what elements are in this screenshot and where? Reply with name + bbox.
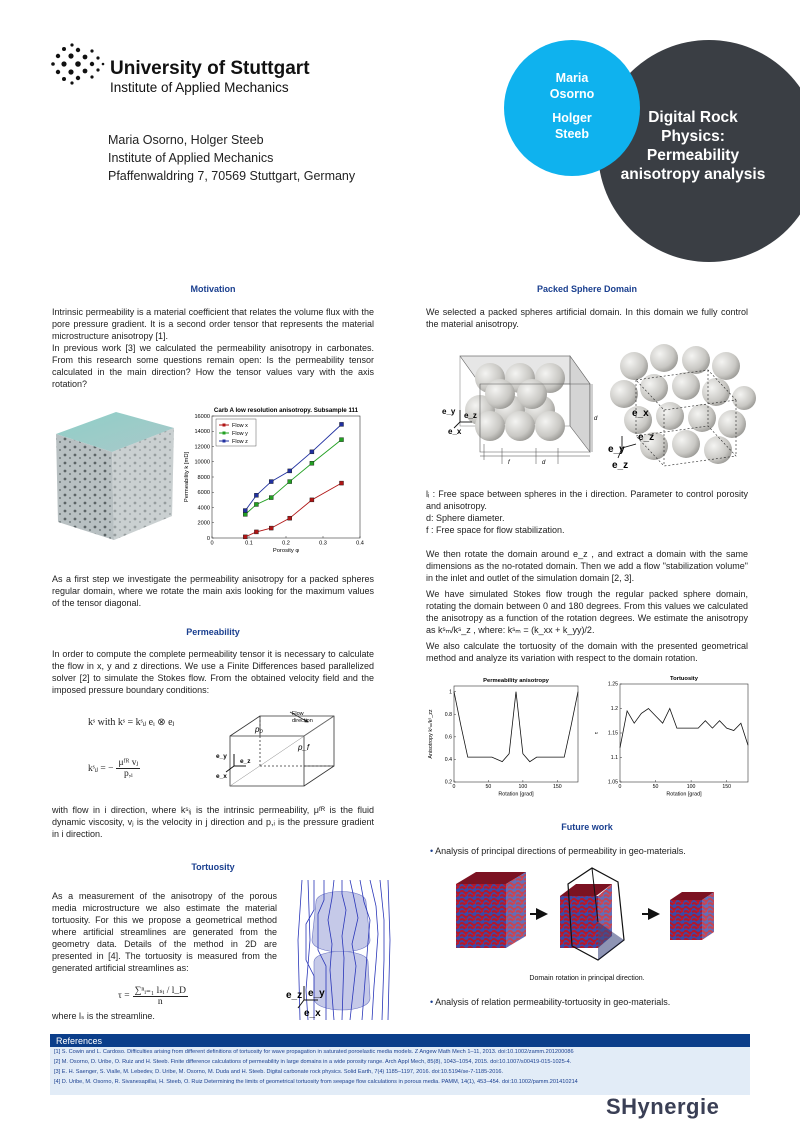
institute-line: Institute of Applied Mechanics xyxy=(108,151,274,165)
legend-line: lᵢ : Free space between spheres in the i direction. Parameter to control porosity and anisotropy. xyxy=(426,489,748,511)
p0-label: p₀ xyxy=(255,725,263,734)
y-tick-label: 1.1 xyxy=(610,755,618,762)
legend-line: d: Sphere diameter. xyxy=(426,513,505,523)
packed-text: We selected a packed spheres artificial domain. In this domain we fully control the material anisotropy. xyxy=(426,307,748,329)
tortuosity-text: As a measurement of the anisotropy of the porous media microstructure we also estimate the material tortuosity. For this we propose a geometrical method where artificial streamlines are generated from the geometry data. Details of the method in 2D are presented in [4]. The tortuosity is measured from the generated artificial streamlines as: xyxy=(52,891,277,973)
ex-label: e_x xyxy=(448,427,462,436)
y-tick-label: 0.2 xyxy=(444,779,452,786)
streamlines-figure xyxy=(284,880,404,1020)
tortuosity-equation xyxy=(118,985,188,1007)
title-line: Permeability xyxy=(646,147,740,164)
legend-marker xyxy=(223,424,226,427)
y-tick-label: 0 xyxy=(206,535,210,542)
data-point xyxy=(310,498,314,502)
data-point xyxy=(254,502,258,506)
legend-line: f : Free space for flow stabilization. xyxy=(426,525,565,535)
y-tick-label: 1.05 xyxy=(607,779,618,786)
section-title-packed-sphere: Packed Sphere Domain xyxy=(536,284,638,294)
y-tick-label: 8000 xyxy=(197,474,210,481)
x-tick-label: 100 xyxy=(518,784,528,791)
author-block xyxy=(108,131,355,185)
x-tick-label: 0.4 xyxy=(356,540,364,547)
y-tick-label: 0.4 xyxy=(444,757,452,764)
data-point xyxy=(254,530,258,534)
paragraph: We then rotate the domain around e_z , and extract a domain with the same dimensions as the no-rotated domain. Then we add a flow "stabilization volume" in the inlet and outlet of the simulation domain [2, 3]. xyxy=(426,549,748,583)
ey-label: e_y xyxy=(608,444,625,455)
y-tick-label: 2000 xyxy=(197,520,210,527)
pf-label: p_f xyxy=(298,743,310,752)
y-tick-label: 1.25 xyxy=(607,681,618,688)
equation-numerator: ∑ⁿᵢ₌₁ lₛᵢ / l_D xyxy=(134,986,186,996)
shynergie-logo: SHynergie xyxy=(606,1094,720,1119)
packed-legend xyxy=(426,488,748,536)
references-box xyxy=(50,1047,750,1095)
motivation-text-2: As a first step we investigate the permeability anisotropy for a packed spheres regular domain, where we rotate the main axis looking for the maximum values of the tensor diagonal. xyxy=(52,574,374,608)
x-axis-label: Porosity φ xyxy=(272,548,300,555)
anisotropy-chart xyxy=(424,676,586,802)
paragraph: We have simulated Stokes flow trough the regular packed sphere domain, rotating the domain between 0 and 180 degrees. From this values we calculated the anisotropy as a function of the rotation degrees. We estimate the anisotropy as kˢₘ/kˢ_z , where: kˢₘ = (k_xx + k_yy)/2. xyxy=(426,589,748,635)
y-tick-label: 1.2 xyxy=(610,706,618,713)
reference-item: [1] S. Cowin and L. Cardoso. Difficulties arising from different definitions of tortuosity for wave propagation in saturated poroelastic media models. Z Angew Math Mech 1–11, 2013. doi:10.1002/zamm.201200086 xyxy=(54,1049,574,1055)
title-line: anisotropy analysis xyxy=(620,166,766,183)
future-item-1: • Analysis of principal directions of permeability in geo-materials. xyxy=(430,846,686,856)
plot-frame xyxy=(454,686,578,782)
paragraph: In previous work [3] we calculated the permeability anisotropy in carbonates. From this research some questions remain open: Is the permeability tensor calculated in the main direction? How the tensor values vary with the axis rotation? xyxy=(52,343,374,389)
data-point xyxy=(243,535,247,539)
data-point xyxy=(269,496,273,500)
references-heading: References xyxy=(50,1034,750,1048)
data-point xyxy=(310,450,314,454)
y-axis-label: Permeability k [mD] xyxy=(184,451,190,503)
legend-marker xyxy=(223,432,226,435)
legend-label: Flow x xyxy=(232,423,248,429)
reference-item: [3] E. H. Saenger, S. Vialle, M. Lebedev, D. Uribe, M. Osorno, M. Duda and H. Steeb. Digital carbonate rock physics. Solid Earth, 7(4) 1185–1197, 2016. doi:10.5194/se-7-1185-2016. xyxy=(54,1069,504,1075)
ez-label: e_z xyxy=(612,460,629,471)
x-tick-label: 50 xyxy=(485,784,492,791)
figure-caption: Domain rotation in principal direction. xyxy=(529,975,645,982)
x-tick-label: 0.1 xyxy=(245,540,253,547)
d-label: d xyxy=(594,416,598,422)
section-title-permeability: Permeability xyxy=(186,627,240,637)
chart-title: Tortuosity xyxy=(670,676,698,682)
equation-lhs: τ = xyxy=(118,991,130,1001)
ez-label: e_z xyxy=(464,411,477,420)
data-point xyxy=(254,493,258,497)
legend-label: Flow y xyxy=(232,431,248,437)
section-title-motivation: Motivation xyxy=(190,284,236,294)
author-first: Holger xyxy=(552,111,592,125)
y-tick-label: 12000 xyxy=(194,444,210,451)
ez-label: e_z xyxy=(286,990,303,1001)
permeability-equation-1: kˢ with kˢ = kˢᵢⱼ eᵢ ⊗ eⱼ xyxy=(88,717,175,728)
tortuosity-chart xyxy=(590,676,758,802)
data-point xyxy=(288,469,292,473)
legend-label: Flow z xyxy=(232,439,248,445)
reference-item: [2] M. Osorno, D. Uribe, O. Ruiz and H. Steeb. Finite difference calculations of permeability in large domains in a wide porosity range. Arch Appl Mech, 85(8), 1043–1054, 2015. doi:10.1007/s00419-015-1025-4. xyxy=(54,1059,572,1065)
ex-label: e_x xyxy=(304,1008,321,1019)
data-point xyxy=(243,509,247,513)
rotated-sphere-domain-figure xyxy=(608,340,758,478)
y-tick-label: 14000 xyxy=(194,429,210,436)
y-tick-label: 0.8 xyxy=(444,711,452,718)
data-point xyxy=(340,438,344,442)
data-point xyxy=(310,461,314,465)
data-point xyxy=(340,481,344,485)
y-tick-label: 16000 xyxy=(194,413,210,420)
author-circle xyxy=(504,40,640,176)
y-axis-label: τ xyxy=(594,731,600,735)
x-tick-label: 0.2 xyxy=(282,540,290,547)
flow-domain-cube xyxy=(212,706,352,794)
y-tick-label: 0.6 xyxy=(444,734,452,741)
packed-sphere-domain-figure xyxy=(440,344,608,476)
reference-item: [4] D. Uribe, M. Osorno, R. Sivanesapillai, H. Steeb, O. Ruiz Determining the limits of geometrical tortuosity from seepage flow calculations in porous media. PAMM, 14(1), 453–454. doi:10.1002/pamm.201410214 xyxy=(54,1079,578,1085)
data-point xyxy=(269,480,273,484)
d-label: d xyxy=(542,460,546,466)
university-name: University of Stuttgart xyxy=(110,58,310,79)
author-last: Steeb xyxy=(554,127,590,141)
rock-sample-image xyxy=(52,404,177,544)
equation-numerator: μᶠᴿ vⱼ xyxy=(118,758,139,768)
x-tick-label: 0 xyxy=(210,540,214,547)
author-last: Osorno xyxy=(549,87,595,101)
ez-label: e_z xyxy=(638,432,655,443)
chart-title: Carb A low resolution anisotropy. Subsample 111 xyxy=(213,407,359,414)
porosity-permeability-chart xyxy=(180,404,370,564)
ey-label: e_y xyxy=(216,753,227,760)
domain-rotation-figure xyxy=(452,866,732,966)
title-line: Physics: xyxy=(661,128,725,145)
x-tick-label: 50 xyxy=(652,784,659,791)
data-point xyxy=(288,516,292,520)
equation-denominator: p,ᵢ xyxy=(123,769,133,779)
data-point xyxy=(243,512,247,516)
x-tick-label: 0 xyxy=(618,784,622,791)
x-tick-label: 0.3 xyxy=(319,540,327,547)
motivation-text xyxy=(52,306,374,390)
title-line: Digital Rock xyxy=(648,109,738,126)
section-title-tortuosity: Tortuosity xyxy=(191,862,235,872)
ex-label: e_x xyxy=(216,773,227,780)
flow-label: Flow xyxy=(292,711,304,717)
authors-line: Maria Osorno, Holger Steeb xyxy=(108,133,264,147)
equation-lhs: kˢᵢⱼ = − xyxy=(88,763,114,774)
x-axis-label: Rotation [grad] xyxy=(498,791,534,798)
section-title-future-work: Future work xyxy=(561,822,613,832)
university-logo-dots xyxy=(48,42,106,86)
ez-label: e_z xyxy=(240,758,251,765)
x-tick-label: 100 xyxy=(686,784,696,791)
chart-title: Permeability anisotropy xyxy=(483,678,549,684)
author-first: Maria xyxy=(555,71,589,85)
ex-label: e_x xyxy=(632,408,649,419)
tortuosity-text-2: where lₛ is the streamline. xyxy=(52,1011,155,1021)
data-point xyxy=(288,480,292,484)
x-tick-label: 0 xyxy=(452,784,456,791)
y-tick-label: 1.15 xyxy=(607,730,618,737)
plot-frame xyxy=(620,684,748,782)
data-point xyxy=(340,422,344,426)
permeability-text-2: with flow in i direction, where kˢᵢⱼ is the intrinsic permeability, μᶠᴿ is the fluid dynamic viscosity, vⱼ is the velocity in j direction and p,ᵢ is the pressure gradient in i direction. xyxy=(52,805,374,839)
direction-label: direction xyxy=(292,718,313,724)
future-item-text: Analysis of relation permeability-tortuosity in geo-materials. xyxy=(435,997,671,1007)
f-label: f xyxy=(508,460,510,466)
paragraph: Intrinsic permeability is a material coefficient that relates the volume flux with the pore pressure gradient. It is a second order tensor that represents the material microstructure anisotropy [1]. xyxy=(52,307,374,341)
address-line: Pfaffenwaldring 7, 70569 Stuttgart, Germany xyxy=(108,169,356,183)
future-item-2: • Analysis of relation permeability-tortuosity in geo-materials. xyxy=(430,997,671,1007)
y-tick-label: 10000 xyxy=(194,459,210,466)
y-tick-label: 1 xyxy=(449,689,452,696)
ey-label: e_y xyxy=(442,407,456,416)
data-point xyxy=(269,526,273,530)
future-item-text: Analysis of principal directions of permeability in geo-materials. xyxy=(435,846,686,856)
y-tick-label: 4000 xyxy=(197,505,210,512)
packed-text-2 xyxy=(426,548,748,664)
x-tick-label: 150 xyxy=(553,784,562,791)
y-tick-label: 6000 xyxy=(197,490,210,497)
x-axis-label: Rotation [grad] xyxy=(666,791,702,798)
y-axis-label: Anisotropy kˢₘ/kˢ_zz xyxy=(428,709,434,759)
permeability-text: In order to compute the complete permeability tensor it is necessary to calculate the flow in x, y and z directions. We use a Finite Differences based parallelized solver [2] to simulate the Stokes flow. From the obtained velocity field and the imposed pressure boundary conditions: xyxy=(52,649,374,695)
equation-denominator: n xyxy=(157,997,163,1007)
ey-label: e_y xyxy=(308,988,325,999)
x-tick-label: 150 xyxy=(722,784,731,791)
institute-name: Institute of Applied Mechanics xyxy=(110,80,289,95)
permeability-equation-2 xyxy=(88,757,140,779)
legend-marker xyxy=(223,440,226,443)
paragraph: We also calculate the tortuosity of the domain with the presented geometrical method and analyze its variation with respect to the domain rotation. xyxy=(426,641,748,663)
